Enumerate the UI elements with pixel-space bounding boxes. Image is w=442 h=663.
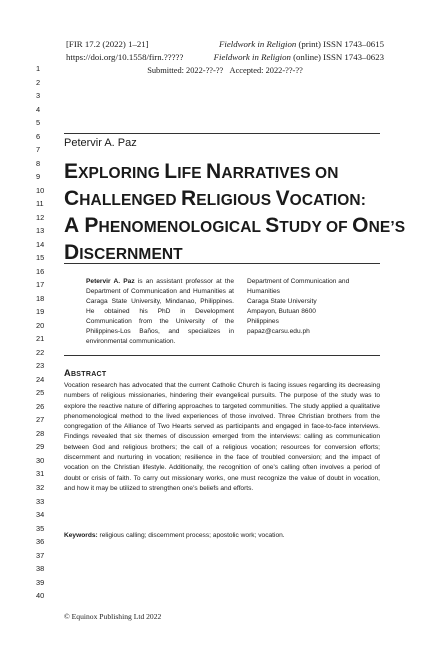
- line-number: 35: [36, 523, 45, 533]
- bio-text: is an assistant professor at the Department of Communication and Humanities at Caraga State University, Mindanao, Philippines. He obtained his PhD in Development Communication from the University of the Philippines-Los Baños, and specializes in environmental communication.: [86, 278, 234, 345]
- issn-print-number: (print) ISSN 1743–0615: [298, 39, 384, 49]
- submitted-date: Submitted: 2022-??-??: [147, 66, 224, 75]
- line-number: 1: [36, 64, 41, 73]
- citation: [FIR 17.2 (2022) 1–21]: [66, 39, 149, 49]
- line-number: 36: [36, 537, 45, 547]
- header-dates: [66, 64, 384, 77]
- keywords: [64, 532, 380, 539]
- line-number: 22: [36, 347, 45, 357]
- abstract-text: Vocation research has advocated that the current Catholic Church is facing issues regarding its decreasing numbers of religious missionaries, hindering their evangelical pursuits. The purpose of the study was to explore the reactive nature of differing approaches to targeted communities. The study applied a qualitative phenomenological method to the lived experiences of those involved. Three Christian brothers from the congregation of the Alliance of Two Hearts served as participants and engaged in face-to-face interviews. Findings revealed that six themes of discussion emerged from the interviews: calling as communication between God and religious brothers; the call of a religious vocation; resources for conversion efforts; discernment and nurturing in vocation; resilience in the face of troubled conversion; and the impact of vocation on the Christian lifestyle. Additionally, the recognition of one’s calling often involves a period of doubt or crisis of faith. To carry out missionary works, one must recognize the value of doubt in vocation, and how it may be utilized to strengthen one’s beliefs and efforts.: [64, 382, 380, 492]
- header-row-1: [66, 38, 384, 51]
- copyright-footer: © Equinox Publishing Ltd 2022: [64, 612, 162, 621]
- line-number: 25: [36, 388, 45, 398]
- line-number: 32: [36, 482, 45, 492]
- line-number: 6: [36, 131, 41, 141]
- line-number: 12: [36, 212, 45, 222]
- line-number: 39: [36, 577, 45, 587]
- page-header: [66, 38, 384, 77]
- line-number: 18: [36, 293, 45, 303]
- accepted-date: Accepted: 2022-??-??: [229, 66, 303, 75]
- author-address: [247, 277, 379, 337]
- line-number: 17: [36, 280, 45, 290]
- line-number: 30: [36, 455, 45, 465]
- title-line-3: A PHENOMENOLOGICAL STUDY OF ONE’S: [64, 214, 406, 237]
- address-city: Ampayon, Butuan 8600: [247, 308, 316, 315]
- title-line-2: CHALLENGED RELIGIOUS VOCATION:: [64, 187, 366, 210]
- line-number: 3: [36, 91, 41, 101]
- issn-online: [214, 51, 384, 64]
- abstract-heading: ABSTRACT: [64, 368, 107, 378]
- line-number: 7: [36, 145, 41, 155]
- line-numbers: [36, 62, 50, 603]
- article-title: [64, 159, 406, 267]
- issn-print: [219, 38, 384, 51]
- line-number: 20: [36, 320, 45, 330]
- line-number: 14: [36, 239, 45, 249]
- journal-name-print: Fieldwork in Religion: [219, 39, 297, 49]
- line-number: 16: [36, 266, 45, 276]
- line-number: 40: [36, 591, 45, 601]
- line-number: 28: [36, 428, 45, 438]
- address-department: Department of Communication and Humanities: [247, 278, 350, 295]
- divider-abstract: [64, 355, 380, 356]
- author-name: Petervir A. Paz: [64, 137, 137, 149]
- line-number: 26: [36, 401, 45, 411]
- line-number: 11: [36, 199, 44, 209]
- keywords-label: Keywords:: [64, 532, 98, 539]
- line-number: 8: [36, 158, 41, 168]
- line-number: 13: [36, 226, 45, 236]
- line-number: 9: [36, 172, 41, 182]
- title-line-1: EXPLORING LIFE NARRATIVES ON: [64, 160, 339, 183]
- line-number: 10: [36, 185, 45, 195]
- line-number: 29: [36, 442, 45, 452]
- line-number: 19: [36, 307, 45, 317]
- address-university: Caraga State University: [247, 298, 317, 305]
- line-number: 38: [36, 564, 45, 574]
- author-email[interactable]: papaz@carsu.edu.ph: [247, 328, 310, 335]
- line-number: 27: [36, 415, 45, 425]
- doi-link[interactable]: https://doi.org/10.1558/firn.?????: [66, 52, 184, 62]
- divider-title: [64, 263, 380, 264]
- line-number: 15: [36, 253, 45, 263]
- line-number: 4: [36, 104, 41, 114]
- divider-top: [64, 133, 380, 134]
- line-number: 31: [36, 469, 45, 479]
- line-number: 21: [36, 334, 45, 344]
- line-number: 33: [36, 496, 45, 506]
- issn-online-number: (online) ISSN 1743–0623: [293, 52, 384, 62]
- header-row-2: [66, 51, 384, 64]
- line-number: 24: [36, 374, 45, 384]
- line-number: 5: [36, 118, 41, 128]
- line-number: 34: [36, 510, 45, 520]
- address-country: Philippines: [247, 318, 279, 325]
- line-number: 2: [36, 77, 41, 87]
- author-bio: [86, 277, 234, 347]
- title-line-4: DISCERNMENT: [64, 241, 183, 264]
- line-number: 37: [36, 550, 45, 560]
- journal-name-online: Fieldwork in Religion: [213, 52, 291, 62]
- keywords-text: religious calling; discernment process; apostolic work; vocation.: [97, 532, 285, 539]
- line-number: 23: [36, 361, 45, 371]
- bio-author-name: Petervir A. Paz: [86, 278, 135, 285]
